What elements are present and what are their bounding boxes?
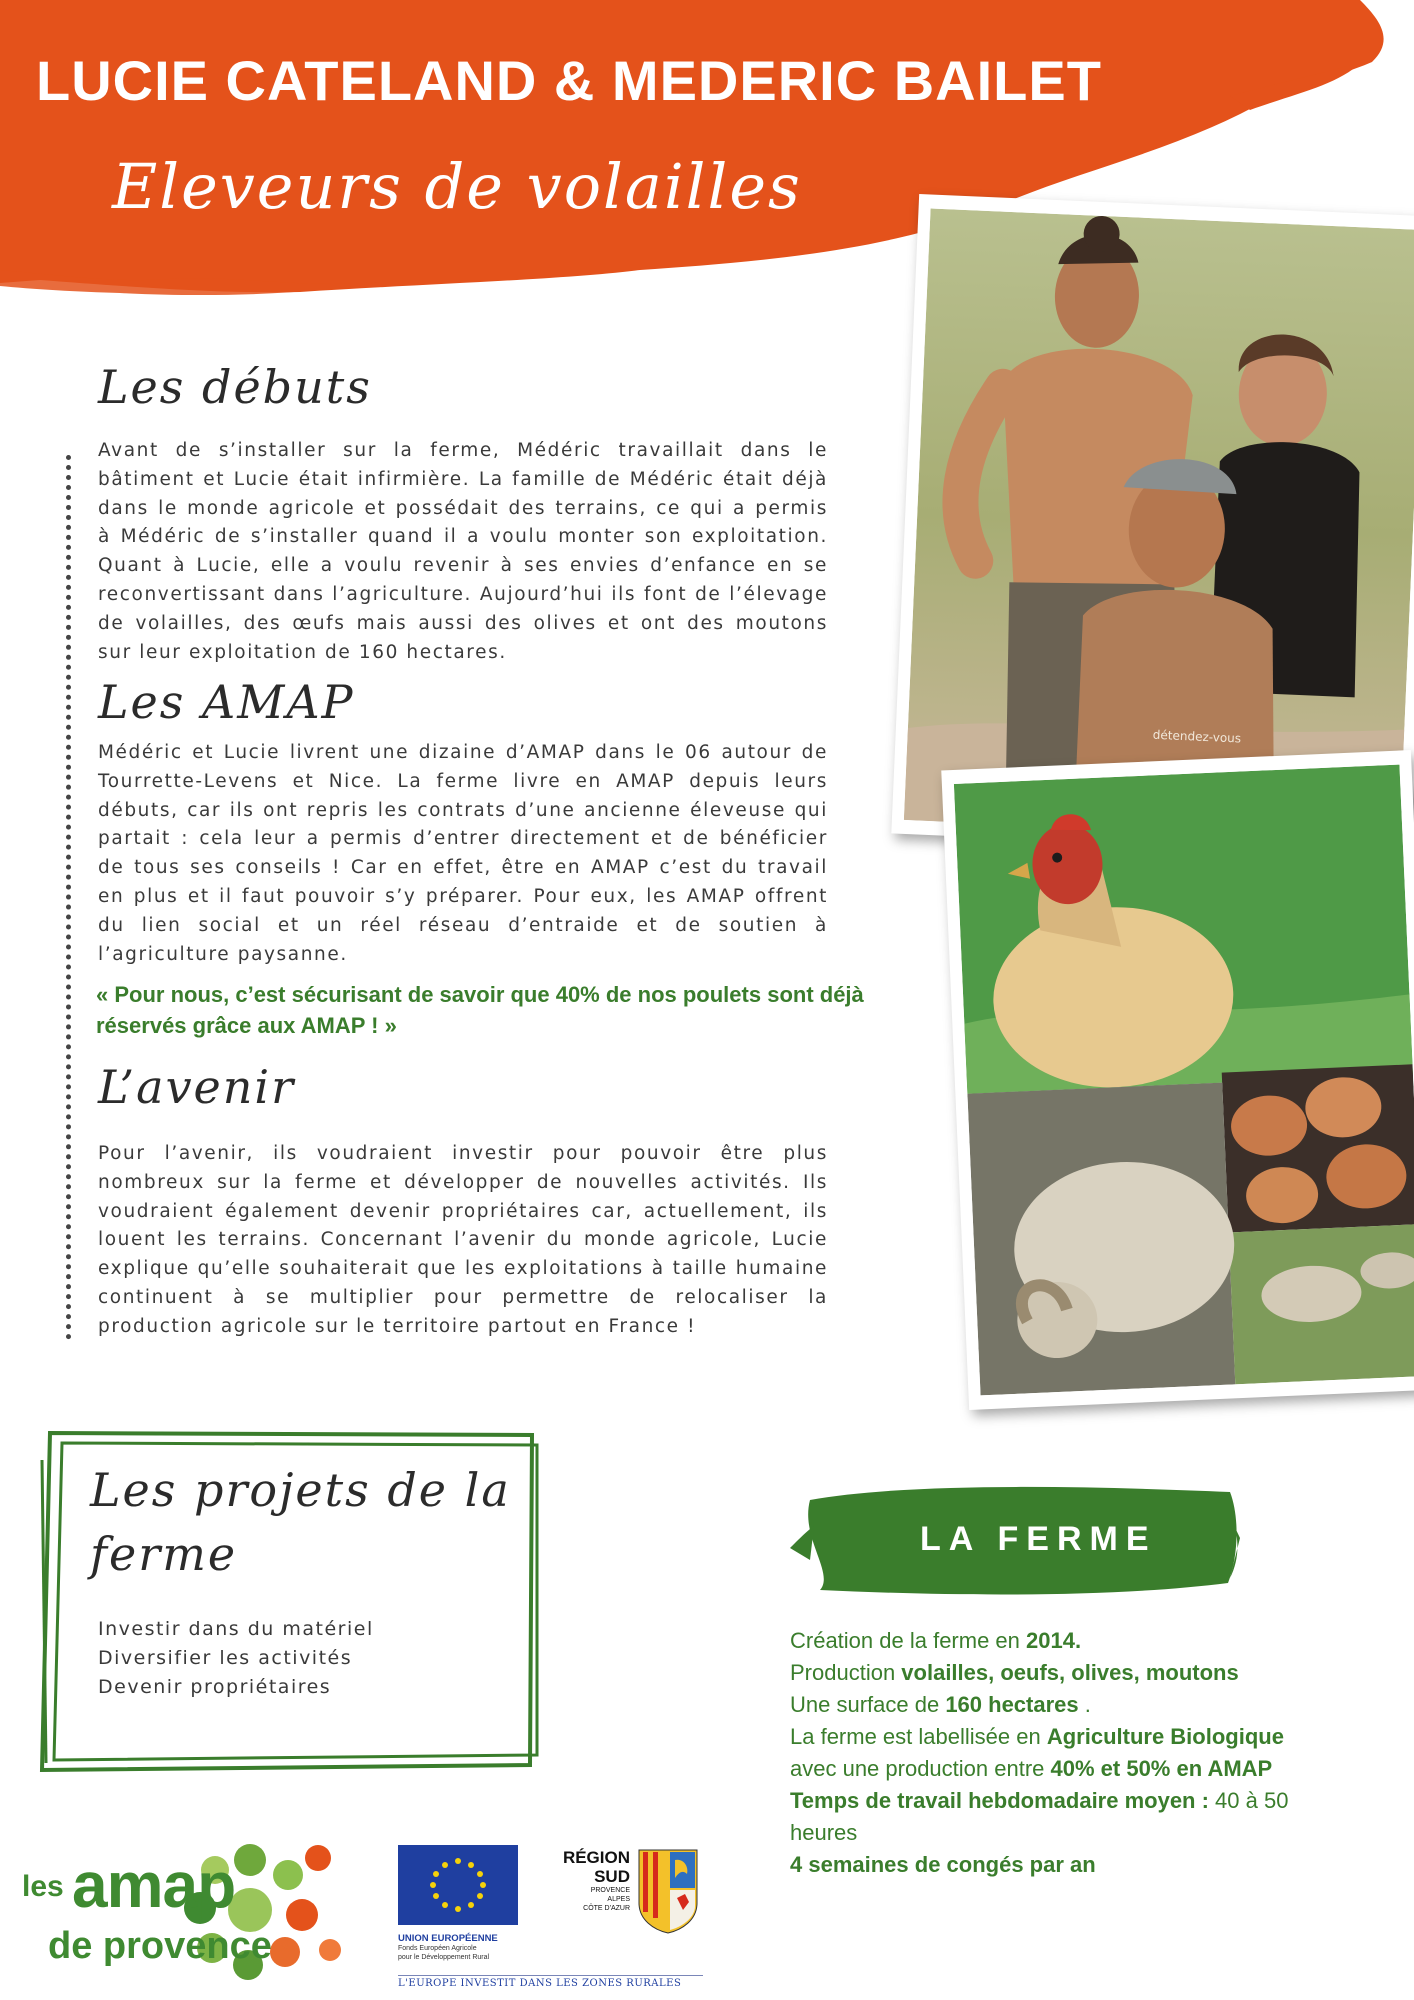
ferme-line-leave: 4 semaines de congés par an — [790, 1852, 1096, 1877]
list-item: Devenir propriétaires — [98, 1676, 332, 1698]
list-item: Investir dans du matériel — [98, 1618, 374, 1640]
projects-heading-line2: ferme — [90, 1527, 238, 1581]
eu-label: UNION EUROPÉENNE — [398, 1933, 498, 1944]
region-sud-logo — [535, 1848, 710, 1943]
ferme-line-time: Temps de travail hebdomadaire moyen : 40 à 50 — [790, 1788, 1289, 1813]
heading-amap: Les AMAP — [98, 675, 355, 729]
quote-amap: « Pour nous, c’est sécurisant de savoir que 40% de nos poulets sont déjà réservés grâce aux AMAP ! » — [96, 982, 864, 1038]
header-subtitle: Eleveurs de volailles — [112, 150, 802, 223]
projects-list — [98, 1615, 374, 1702]
amap-logo — [20, 1830, 340, 1990]
photo-farmers — [904, 208, 1414, 841]
europe-invest-text: L'EUROPE INVESTIT DANS LES ZONES RURALES — [398, 1978, 682, 1989]
region-line1: RÉGION — [562, 1848, 630, 1867]
heading-avenir: L’avenir — [98, 1060, 296, 1114]
photo-collage — [954, 765, 1414, 1396]
ferme-line-hours: heures — [790, 1820, 858, 1845]
photo-collage-frame — [941, 750, 1414, 1410]
ferme-info — [790, 1625, 1370, 1881]
eu-flag-icon — [398, 1845, 518, 1925]
amap-logo-name: amap — [72, 1849, 236, 1921]
eu-fund-line2: pour le Développement Rural — [398, 1954, 490, 1961]
ferme-line-amap: avec une production entre 40% et 50% en AMAP — [790, 1756, 1273, 1781]
ferme-line-surface: Une surface de 160 hectares . — [790, 1692, 1091, 1717]
svg-text:détendez-vous: détendez-vous — [1152, 727, 1242, 746]
list-item: Diversifier les activités — [98, 1647, 353, 1669]
region-sub1: PROVENCE — [590, 1887, 630, 1894]
eu-fund-line1: Fonds Européen Agricole — [398, 1945, 477, 1952]
projects-heading — [90, 1458, 511, 1586]
region-sub2: ALPES — [607, 1896, 630, 1903]
text-amap: Médéric et Lucie livrent une dizaine d’AMAP dans le 06 autour de Tourrette-Levens et Nice. La ferme livre en AMAP depuis leurs débuts, car ils ont repris les contrats d’une ancienne éleveuse qui partait : cela leur a permis d’entrer directement et de bénéficier de tous ses conseils ! Car en effet, être en AMAP c’est du travail en plus et il faut pouvoir s’y préparer. Pour eux, les AMAP offrent du lien social et un réel réseau d’entraide et de soutien à l’agriculture paysanne. — [98, 742, 828, 965]
ferme-label: LA FERME — [920, 1520, 1157, 1558]
ferme-line-production: Production volailles, oeufs, olives, moutons — [790, 1660, 1239, 1685]
ferme-line-label: La ferme est labellisée en Agriculture Biologique — [790, 1724, 1284, 1749]
region-shield-icon — [637, 1848, 699, 1934]
heading-debuts: Les débuts — [98, 360, 372, 414]
dotted-divider — [66, 455, 71, 1340]
amap-logo-les: les — [22, 1870, 64, 1903]
region-sub3: CÔTE D'AZUR — [583, 1905, 630, 1912]
eu-divider — [398, 1975, 703, 1976]
eu-logo — [398, 1845, 528, 1970]
header-title: LUCIE CATELAND & MEDERIC BAILET — [36, 49, 1102, 112]
amap-logo-de: de provence — [48, 1925, 272, 1967]
region-line2: SUD — [594, 1867, 630, 1886]
ferme-line-creation: Création de la ferme en 2014. — [790, 1628, 1082, 1653]
projects-heading-line1: Les projets de la — [90, 1463, 511, 1517]
text-avenir: Pour l’avenir, ils voudraient investir pour pouvoir être plus nombreux sur la ferme et développer de nouvelles activités. Ils voudraient également devenir propriétaires car, actuellement, ils louent les terrains. Concernant l’avenir du monde agricole, Lucie explique qu’elle souhaiterait que les exploitations à taille humaine continuent à se multiplier pour permettre de relocaliser la production agricole sur le territoire partout en France ! — [98, 1143, 828, 1337]
text-debuts: Avant de s’installer sur la ferme, Médéric travaillait dans le bâtiment et Lucie était infirmière. La famille de Médéric était déjà dans le monde agricole et possédait des terrains, ce qui a permis à Médéric de s’installer quand il a voulu monter son exploitation. Quant à Lucie, elle a voulu revenir à ses envies d’enfance en se reconvertissant dans l’agriculture. Aujourd’hui ils font de l’élevage de volailles, des œufs mais aussi des olives et ont des moutons sur leur exploitation de 160 hectares. — [98, 440, 828, 663]
